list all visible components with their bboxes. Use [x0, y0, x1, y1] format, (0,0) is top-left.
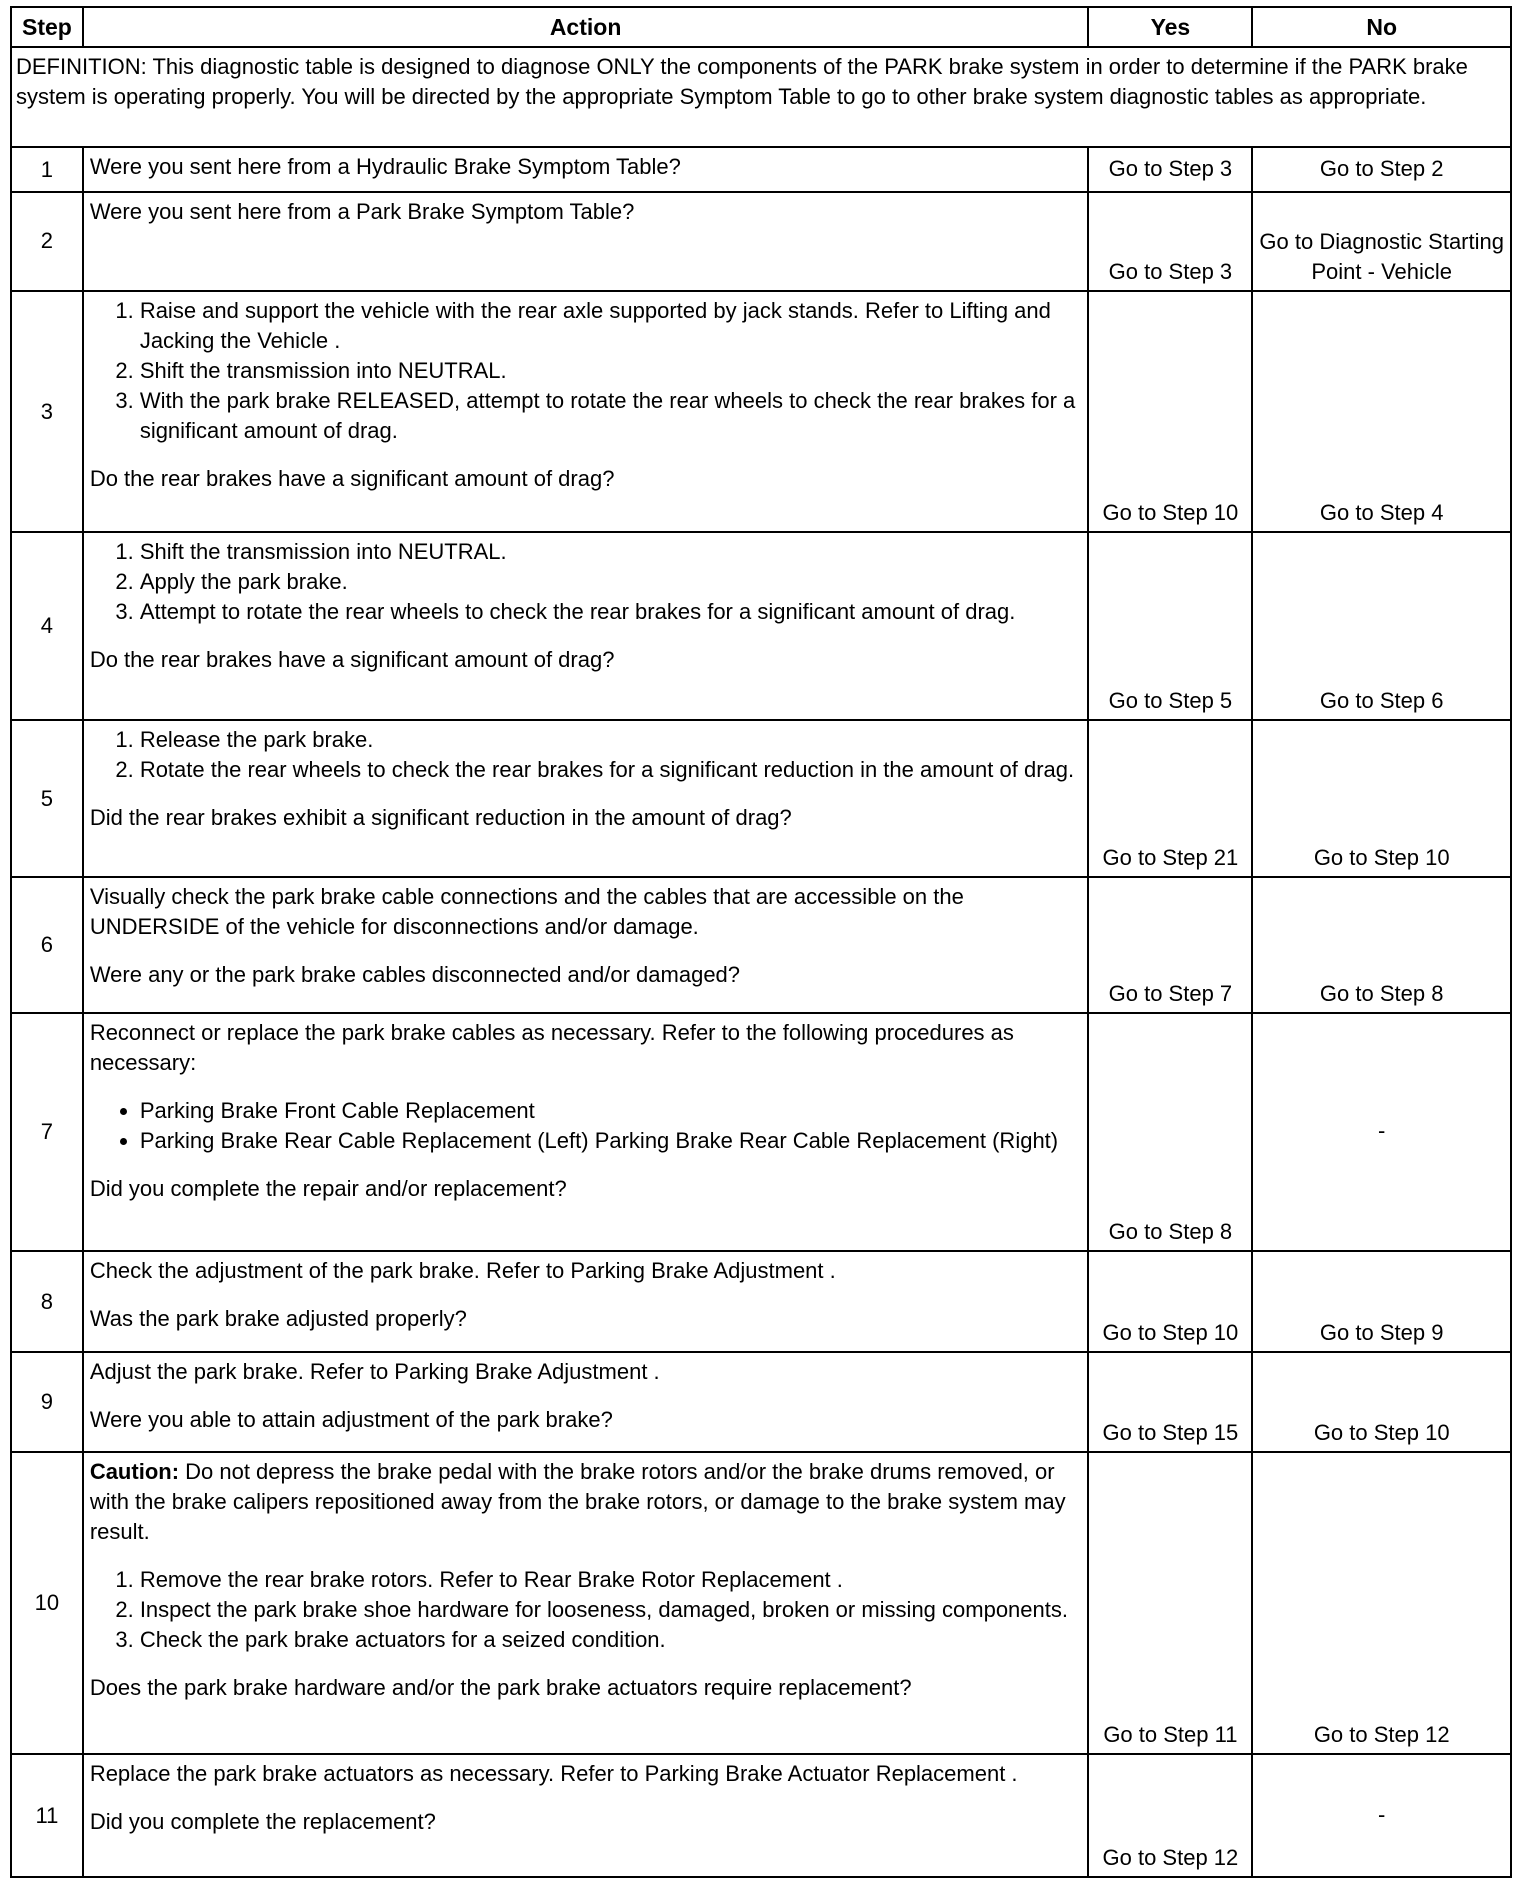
- procedure-step: 1. Raise and support the vehicle with the rear axle supported by jack stands. Refer to Lifting and Jacking the Vehicle .: [140, 296, 1082, 356]
- table-row: [11, 1251, 1511, 1352]
- instruction: Visually check the park brake cable connections and the cables that are accessible on the UNDERSIDE of the vehicle for disconnections and/or damage.: [89, 884, 964, 940]
- procedure-step: 1. Release the park brake.: [140, 725, 1082, 755]
- step-number: 6: [11, 877, 83, 1013]
- procedure-step: 2. Rotate the rear wheels to check the rear brakes for a significant reduction in the amount of drag.: [140, 755, 1082, 785]
- no-cell: Go to Step 8: [1252, 877, 1511, 1013]
- header-row: [11, 7, 1511, 47]
- yes-cell: Go to Step 8: [1088, 1013, 1252, 1252]
- procedure-step: 2. Shift the transmission into NEUTRAL.: [140, 356, 1082, 386]
- action-cell: [83, 532, 1089, 720]
- question: Were you sent here from a Park Brake Symptom Table?: [89, 198, 635, 224]
- diagnostic-table: [10, 6, 1512, 1878]
- procedure-bullets: [90, 1096, 1082, 1156]
- procedure-step: 3. Attempt to rotate the rear wheels to check the rear brakes for a significant amount of drag.: [140, 597, 1082, 627]
- procedure-step: 3. Check the park brake actuators for a seized condition.: [140, 1625, 1082, 1655]
- action-cell: [83, 1251, 1089, 1352]
- header-action: Action: [83, 7, 1089, 47]
- definition-row: [11, 47, 1511, 148]
- action-cell: [83, 1013, 1089, 1252]
- instruction: Adjust the park brake. Refer to Parking Brake Adjustment .: [89, 1358, 660, 1384]
- question: Did you complete the repair and/or replacement?: [89, 1175, 567, 1201]
- no-cell: Go to Step 12: [1252, 1452, 1511, 1754]
- procedure-link: • Parking Brake Front Cable Replacement: [140, 1096, 1082, 1126]
- no-cell: Go to Step 10: [1252, 720, 1511, 877]
- step-number: 2: [11, 192, 83, 291]
- yes-cell: Go to Step 12: [1088, 1754, 1252, 1877]
- table-row: [11, 1352, 1511, 1453]
- yes-cell: Go to Step 10: [1088, 291, 1252, 532]
- procedure-list: [90, 296, 1082, 446]
- table-row: [11, 192, 1511, 291]
- yes-cell: Go to Step 10: [1088, 1251, 1252, 1352]
- procedure-step: 1. Remove the rear brake rotors. Refer to Rear Brake Rotor Replacement .: [140, 1565, 1082, 1595]
- table-row: [11, 147, 1511, 191]
- yes-cell: Go to Step 15: [1088, 1352, 1252, 1453]
- table-row: [11, 720, 1511, 877]
- procedure-list: [90, 725, 1082, 785]
- action-cell: [83, 192, 1089, 291]
- question: Does the park brake hardware and/or the park brake actuators require replacement?: [89, 1675, 912, 1701]
- procedure-step: 2. Apply the park brake.: [140, 567, 1082, 597]
- procedure-step: 1. Shift the transmission into NEUTRAL.: [140, 537, 1082, 567]
- no-cell: Go to Step 9: [1252, 1251, 1511, 1352]
- step-number: 4: [11, 532, 83, 720]
- procedure-step: 3. With the park brake RELEASED, attempt to rotate the rear wheels to check the rear brakes for a significant amount of drag.: [140, 386, 1082, 446]
- table-row: [11, 1013, 1511, 1252]
- no-cell: Go to Step 6: [1252, 532, 1511, 720]
- no-cell: Go to Step 2: [1252, 147, 1511, 191]
- question: Did the rear brakes exhibit a significant reduction in the amount of drag?: [89, 805, 792, 831]
- step-number: 8: [11, 1251, 83, 1352]
- yes-cell: Go to Step 11: [1088, 1452, 1252, 1754]
- action-cell: [83, 291, 1089, 532]
- table-row: [11, 877, 1511, 1013]
- yes-cell: Go to Step 3: [1088, 192, 1252, 291]
- yes-cell: Go to Step 7: [1088, 877, 1252, 1013]
- yes-cell: Go to Step 21: [1088, 720, 1252, 877]
- action-cell: [83, 147, 1089, 191]
- table-row: [11, 1452, 1511, 1754]
- step-number: 7: [11, 1013, 83, 1252]
- question: Were any or the park brake cables disconnected and/or damaged?: [89, 962, 741, 988]
- header-yes: Yes: [1088, 7, 1252, 47]
- procedure-link: • Parking Brake Rear Cable Replacement (Left) Parking Brake Rear Cable Replacement (Right): [140, 1126, 1082, 1156]
- action-cell: [83, 720, 1089, 877]
- no-cell: Go to Step 10: [1252, 1352, 1511, 1453]
- caution-text: Do not depress the brake pedal with the brake rotors and/or the brake drums removed, or with the brake calipers repositioned away from the brake rotors, or damage to the brake system may result.: [89, 1459, 1066, 1545]
- action-cell: [83, 1754, 1089, 1877]
- question: Were you sent here from a Hydraulic Brake Symptom Table?: [89, 154, 681, 180]
- instruction: Replace the park brake actuators as necessary. Refer to Parking Brake Actuator Replacement .: [89, 1761, 1018, 1787]
- caution-note: [90, 1457, 1082, 1547]
- no-cell: -: [1252, 1013, 1511, 1252]
- step-number: 5: [11, 720, 83, 877]
- action-cell: [83, 1352, 1089, 1453]
- yes-cell: Go to Step 5: [1088, 532, 1252, 720]
- instruction: Check the adjustment of the park brake. Refer to Parking Brake Adjustment .: [89, 1258, 836, 1284]
- procedure-list: [90, 537, 1082, 627]
- action-cell: [83, 1452, 1089, 1754]
- header-no: No: [1252, 7, 1511, 47]
- step-number: 11: [11, 1754, 83, 1877]
- header-step: Step: [11, 7, 83, 47]
- no-cell: Go to Diagnostic Starting Point - Vehicle: [1252, 192, 1511, 291]
- yes-cell: Go to Step 3: [1088, 147, 1252, 191]
- table-row: [11, 532, 1511, 720]
- question: Do the rear brakes have a significant amount of drag?: [89, 466, 615, 492]
- question: Did you complete the replacement?: [89, 1809, 436, 1835]
- table-row: [11, 291, 1511, 532]
- caution-label: Caution:: [89, 1459, 180, 1485]
- step-number: 3: [11, 291, 83, 532]
- no-cell: -: [1252, 1754, 1511, 1877]
- question: Do the rear brakes have a significant amount of drag?: [89, 647, 615, 673]
- procedure-list: [90, 1565, 1082, 1655]
- table-row: [11, 1754, 1511, 1877]
- step-number: 1: [11, 147, 83, 191]
- action-cell: [83, 877, 1089, 1013]
- question: Was the park brake adjusted properly?: [89, 1306, 467, 1332]
- definition-text: DEFINITION: This diagnostic table is designed to diagnose ONLY the components of the PARK brake system in order to determine if the PARK brake system is operating properly. You will be directed by the appropriate Symptom Table to go to other brake system diagnostic tables as appropriate.: [11, 47, 1511, 148]
- instruction: Reconnect or replace the park brake cables as necessary. Refer to the following procedures as necessary:: [89, 1019, 1014, 1075]
- step-number: 10: [11, 1452, 83, 1754]
- no-cell: Go to Step 4: [1252, 291, 1511, 532]
- procedure-step: 2. Inspect the park brake shoe hardware for looseness, damaged, broken or missing components.: [140, 1595, 1082, 1625]
- step-number: 9: [11, 1352, 83, 1453]
- question: Were you able to attain adjustment of the park brake?: [89, 1406, 613, 1432]
